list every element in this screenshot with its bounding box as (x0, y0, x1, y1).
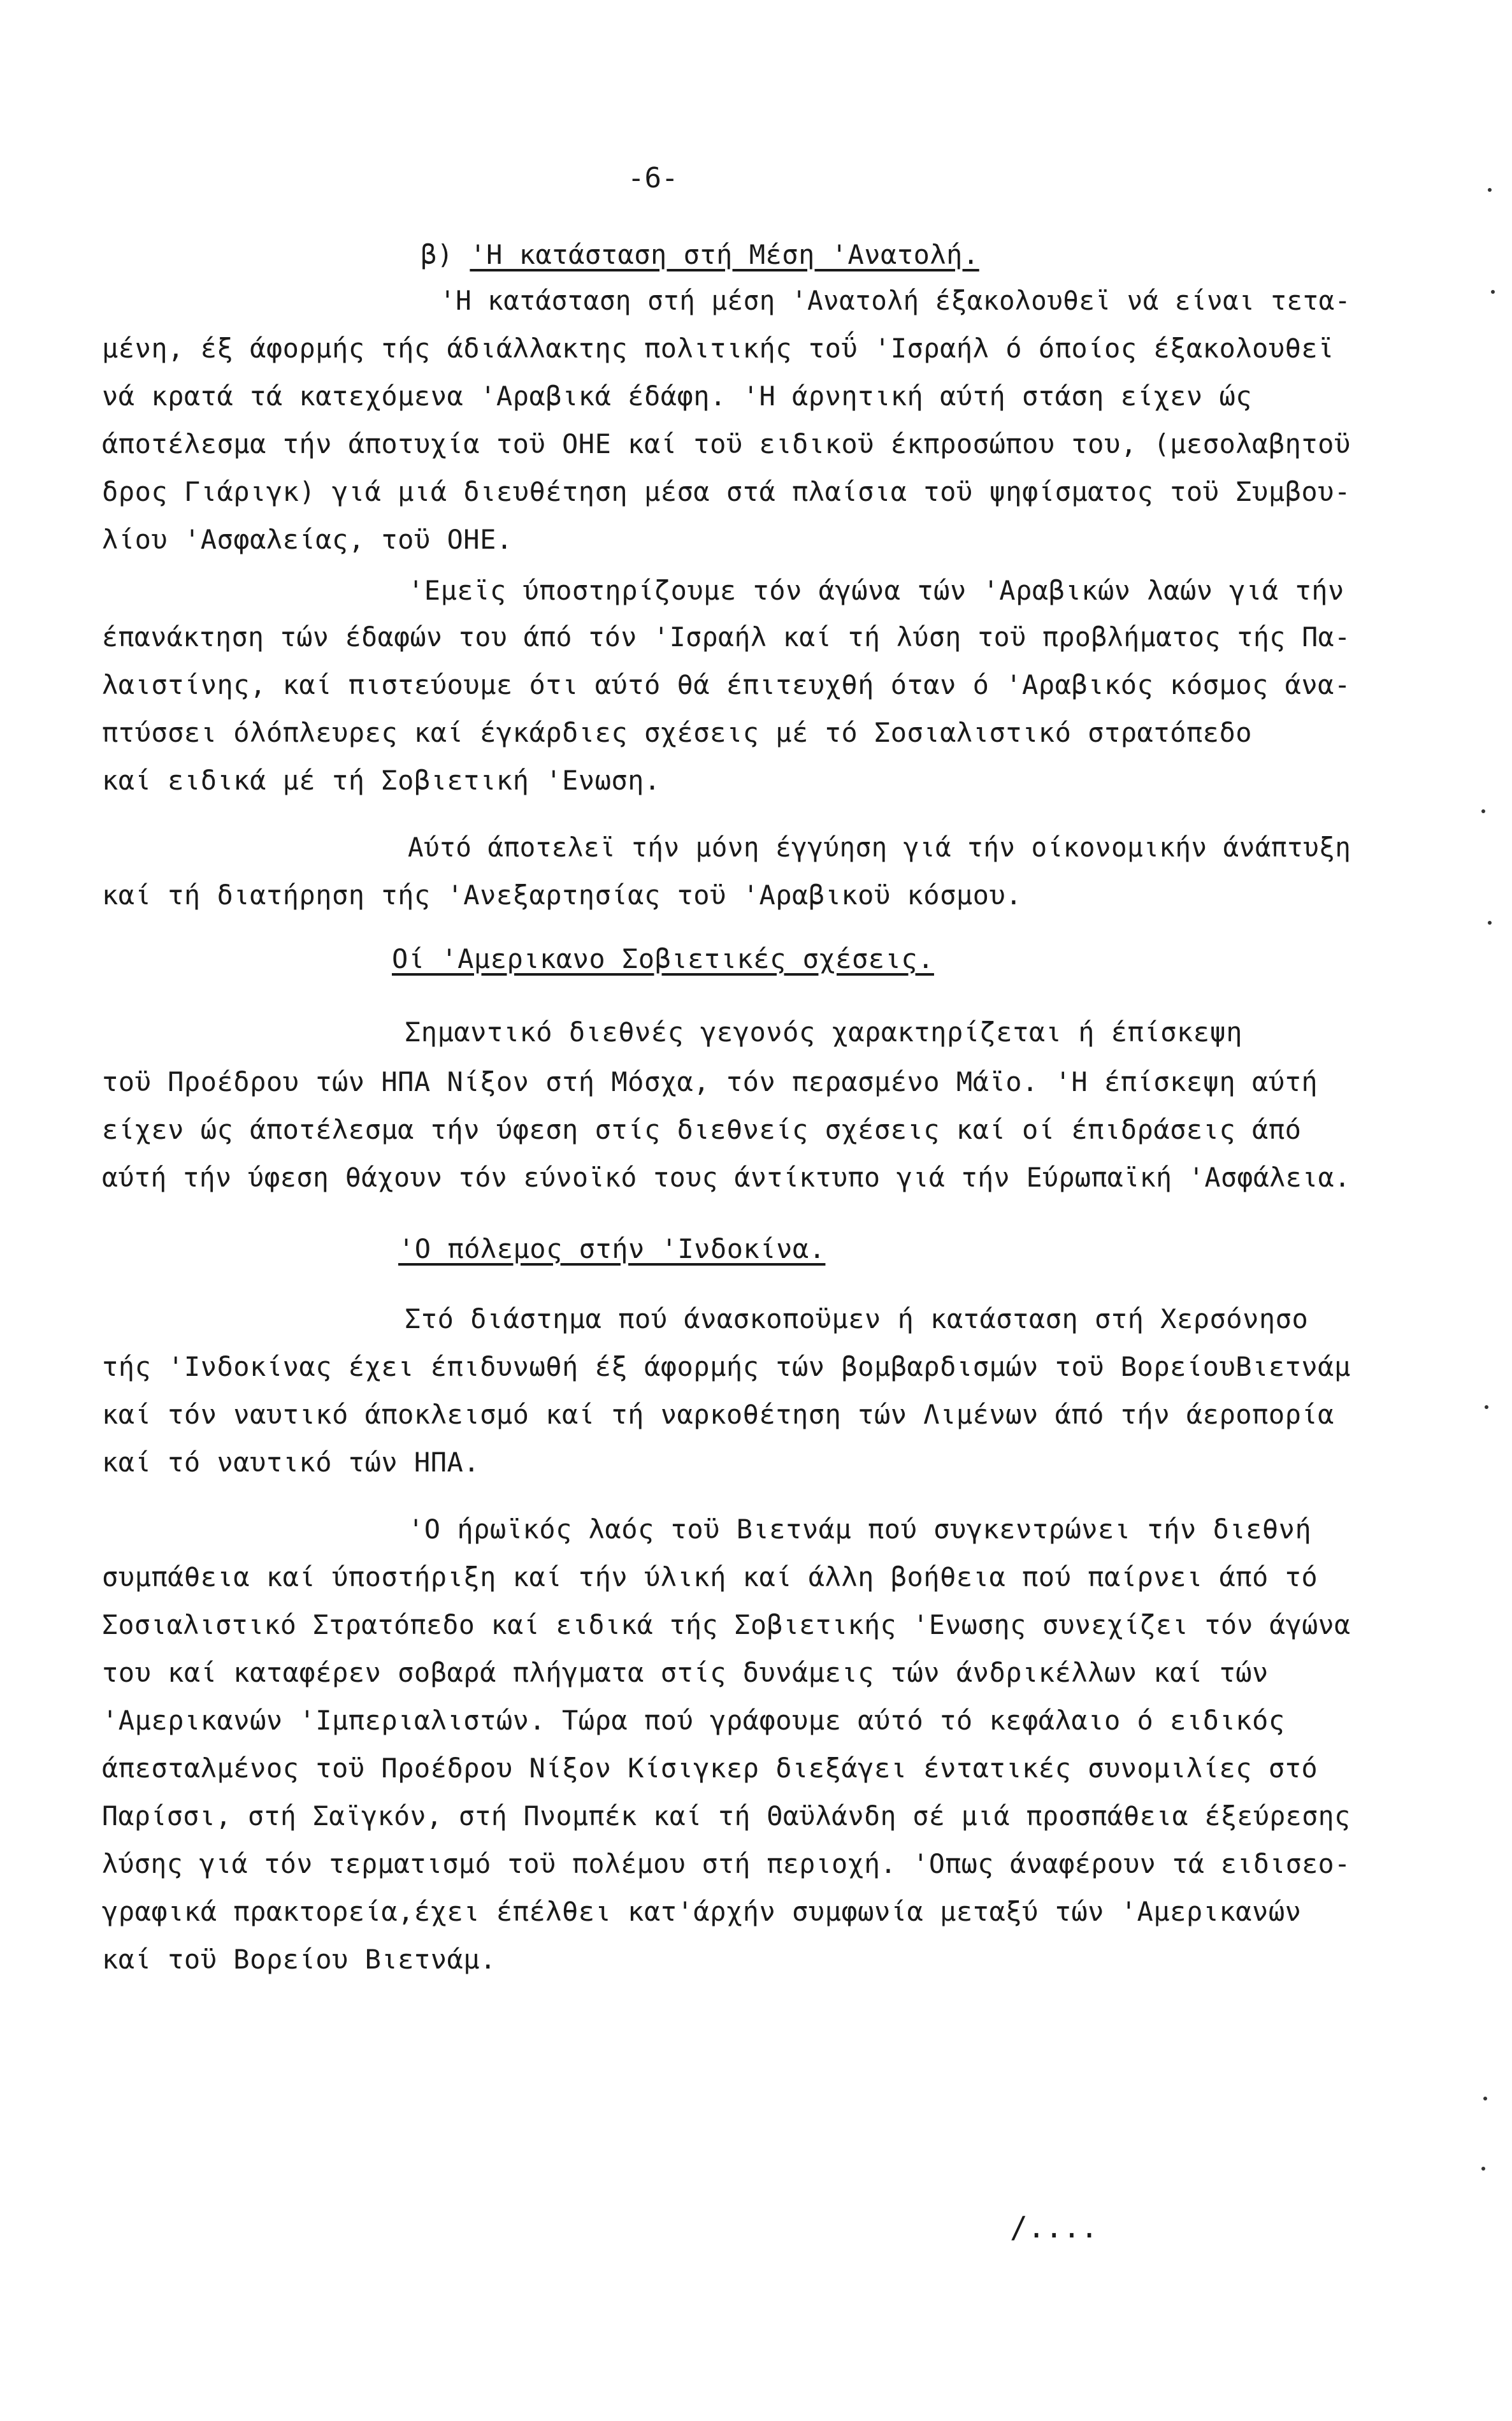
scan-speck (1488, 921, 1492, 925)
scan-speck (1483, 2097, 1487, 2100)
text-line: Σημαντικό διεθνές γεγονός χαρακτηρίζεται ή έπίσκεψη (405, 1016, 1243, 1048)
section-heading-us-soviet (392, 940, 934, 978)
text-line: 'Εμεϊς ύποστηρίζουμε τόν άγώνα τών 'Αραβικών λαών γιά τήν (408, 575, 1344, 606)
text-line: Αύτό άποτελεϊ τήν μόνη έγγύηση γιά τήν οίκονομικήν άνάπτυξη (408, 832, 1351, 863)
text-line: 'Ο ήρωϊκός λαός τοϋ Βιετνάμ πού συγκεντρώνει τήν διεθνή (408, 1514, 1312, 1545)
text-line: του καί καταφέρεν σοβαρά πλήγματα στίς δυνάμεις τών άνδρικέλλων καί τών (102, 1657, 1269, 1688)
section-heading-indochina (398, 1230, 825, 1268)
text-line: έπανάκτηση τών έδαφών του άπό τόν 'Ισραήλ καί τή λύση τοϋ προβλήματος τής Πα- (102, 621, 1351, 653)
text-line: λίου 'Ασφαλείας, τοϋ ΟΗΕ. (102, 524, 513, 555)
text-line: 'Αμερικανών 'Ιμπεριαλιστών. Τώρα πού γράφουμε αύτό τό κεφάλαιο ό ειδικός (102, 1705, 1285, 1736)
text-line: τοϋ Προέδρου τών ΗΠΑ Νίξον στή Μόσχα, τόν περασμένο Μάϊο. 'Η έπίσκεψη αύτή (102, 1066, 1318, 1097)
text-line: νά κρατά τά κατεχόμενα 'Αραβικά έδάφη. 'Η άρνητική αύτή στάση είχεν ώς (102, 380, 1253, 412)
heading-text: 'Ο πόλεμος στήν 'Ινδοκίνα. (398, 1233, 826, 1264)
text-line: καί τή διατήρηση τής 'Ανεξαρτησίας τοϋ 'Αραβικοϋ κόσμου. (102, 879, 1023, 911)
text-line: καί τό ναυτικό τών ΗΠΑ. (102, 1447, 480, 1478)
text-line: άποτέλεσμα τήν άποτυχία τοϋ ΟΗΕ καί τοϋ ειδικοϋ έκπροσώπου του, (μεσολαβητοϋ (102, 428, 1351, 459)
text-line: καί τοϋ Βορείου Βιετνάμ. (102, 1944, 496, 1975)
text-line: συμπάθεια καί ύποστήριξη καί τήν ύλική καί άλλη βοήθεια πού παίρνει άπό τό (102, 1561, 1318, 1593)
section-heading-middle-east (421, 236, 979, 274)
text-line: καί τόν ναυτικό άποκλεισμό καί τή ναρκοθέτηση τών Λιμένων άπό τήν άεροπορία (102, 1399, 1334, 1430)
text-line: λαιστίνης, καί πιστεύουμε ότι αύτό θά έπιτευχθή όταν ό 'Αραβικός κόσμος άνα- (102, 669, 1351, 700)
continuation-mark: /.... (1010, 2210, 1098, 2244)
text-line: είχεν ώς άποτέλεσμα τήν ύφεση στίς διεθνείς σχέσεις καί οί έπιδράσεις άπό (102, 1114, 1302, 1145)
text-line: Σοσιαλιστικό Στρατόπεδο καί ειδικά τής Σοβιετικής 'Ενωσης συνεχίζει τόν άγώνα (102, 1609, 1351, 1640)
text-line: δρος Γιάριγκ) γιά μιά διευθέτηση μέσα στά πλαίσια τοϋ ψηφίσματος τοϋ Συμβου- (102, 476, 1351, 507)
text-line: μένη, έξ άφορμής τής άδιάλλακτης πολιτικής τοΰ 'Ισραήλ ό όποίος έξακολουθεϊ (102, 333, 1334, 364)
text-line: άπεσταλμένος τοϋ Προέδρου Νίξον Κίσιγκερ διεξάγει έντατικές συνομιλίες στό (102, 1753, 1318, 1784)
page-number: -6- (628, 162, 679, 194)
text-line: γραφικά πρακτορεία,έχει έπέλθει κατ'άρχήν συμφωνία μεταξύ τών 'Αμερικανών (102, 1896, 1302, 1927)
text-line: πτύσσει όλόπλευρες καί έγκάρδιες σχέσεις μέ τό Σοσιαλιστικό στρατόπεδο (102, 717, 1253, 748)
heading-prefix: β) (421, 239, 454, 270)
text-line: τής 'Ινδοκίνας έχει έπιδυνωθή έξ άφορμής τών βομβαρδισμών τοϋ ΒορείουΒιετνάμ (102, 1351, 1351, 1382)
text-line: Παρίσσι, στή Σαϊγκόν, στή Πνομπέκ καί τή Θαϋλάνδη σέ μιά προσπάθεια έξεύρεσης (102, 1800, 1351, 1832)
text-line: αύτή τήν ύφεση θάχουν τόν εύνοϊκό τους άντίκτυπο γιά τήν Εύρωπαϊκή 'Ασφάλεια. (102, 1162, 1351, 1193)
text-line: λύσης γιά τόν τερματισμό τοϋ πολέμου στή περιοχή. 'Οπως άναφέρουν τά ειδισεο- (102, 1848, 1351, 1879)
heading-text: Οί 'Αμερικανο Σοβιετικές σχέσεις. (392, 943, 934, 974)
scan-speck (1491, 290, 1495, 294)
heading-text: 'Η κατάσταση στή Μέση 'Ανατολή. (470, 239, 979, 270)
scan-speck (1485, 1405, 1488, 1409)
scan-speck (1481, 2167, 1485, 2171)
scan-speck (1488, 188, 1492, 192)
text-line: Στό διάστημα πού άνασκοποϋμεν ή κατάσταση στή Χερσόνησο (405, 1303, 1309, 1334)
text-line: καί ειδικά μέ τή Σοβιετική 'Ενωση. (102, 765, 661, 796)
scan-speck (1481, 809, 1485, 813)
text-line: 'Η κατάσταση στή μέση 'Ανατολή έξακολουθεϊ νά είναι τετα- (440, 285, 1351, 316)
